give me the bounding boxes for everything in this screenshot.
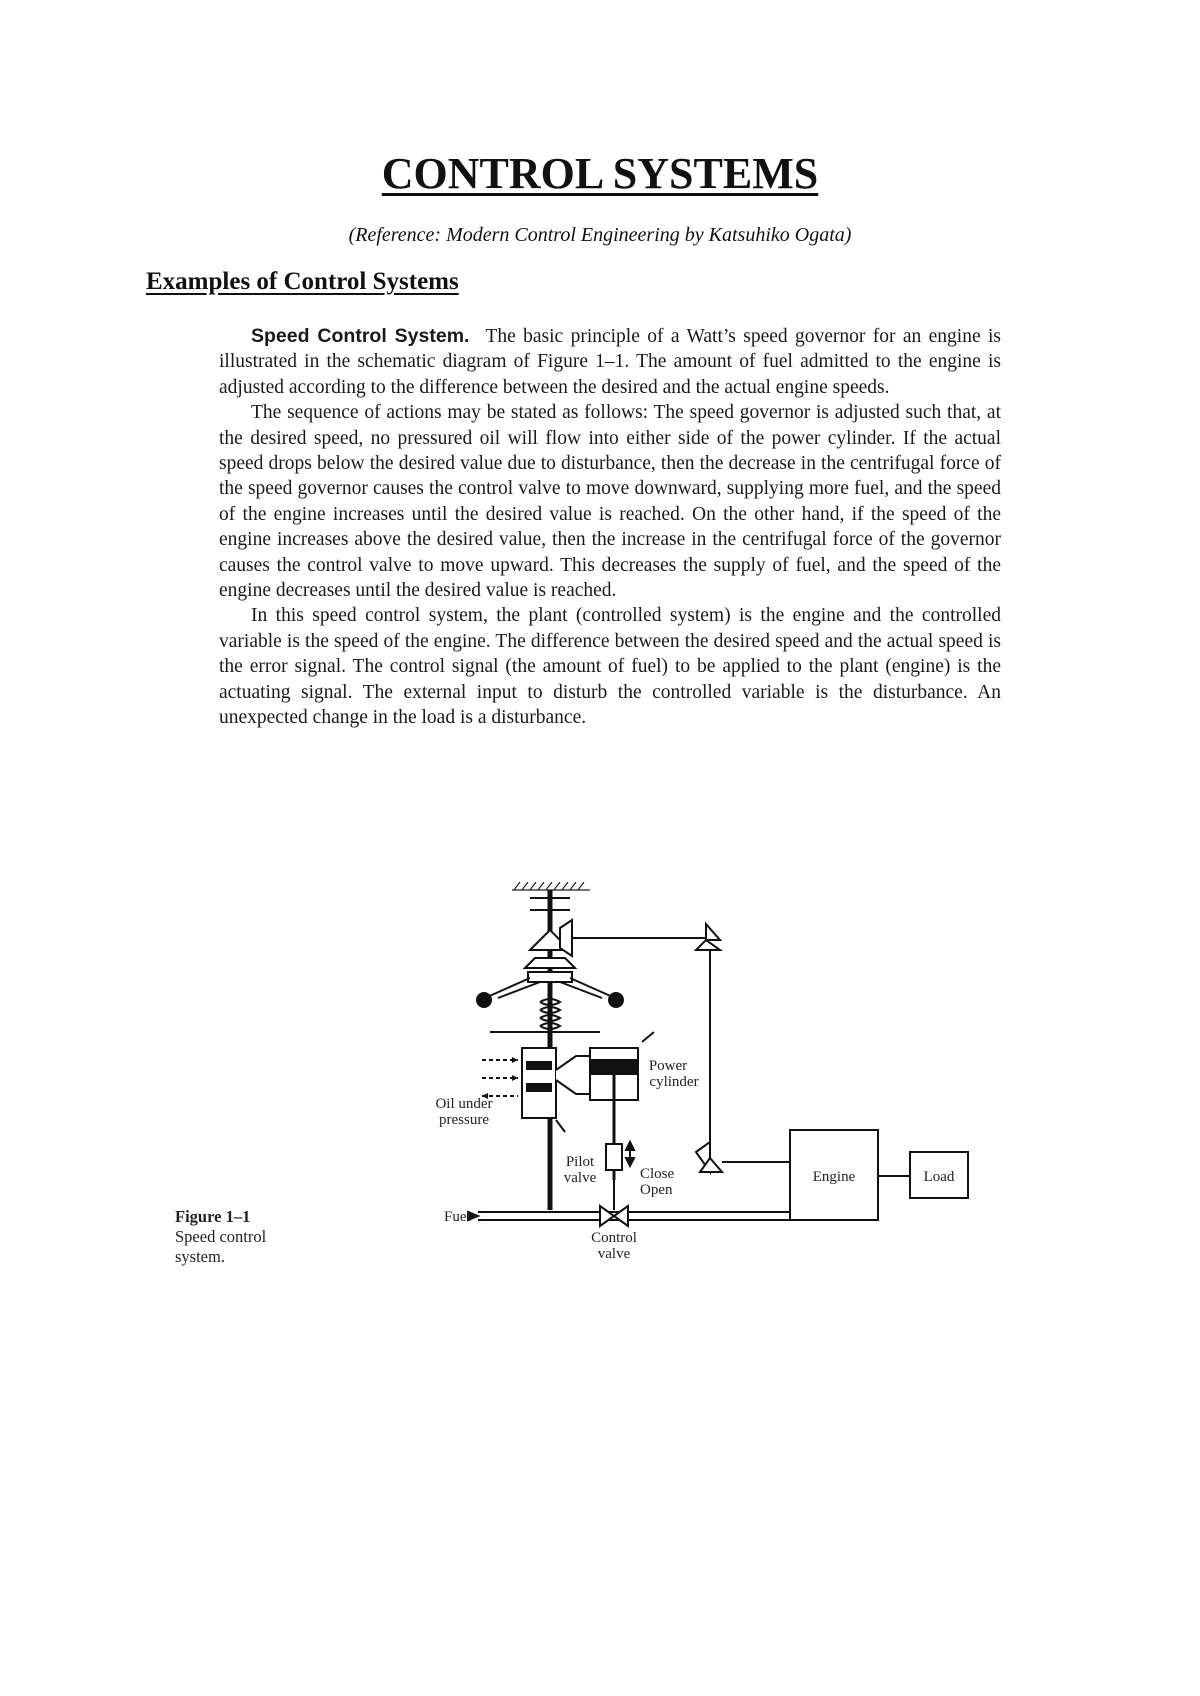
label-cylinder: cylinder [649, 1074, 699, 1090]
reference-line: (Reference: Modern Control Engineering by Katsuhiko Ogata) [348, 224, 852, 246]
label-engine: Engine [812, 1169, 856, 1185]
figure-caption-text: Speed control system. [175, 1227, 267, 1266]
ceiling-hatch-icon [512, 882, 590, 890]
page-title [0, 148, 1200, 199]
label-fuel: Fuel [444, 1209, 471, 1225]
label-oil: Oil under [435, 1096, 493, 1112]
label-control: Control [591, 1230, 637, 1246]
label-pressure: pressure [439, 1112, 489, 1128]
figure-caption [175, 1207, 295, 1267]
label-control-valve: valve [597, 1246, 631, 1262]
label-pilot-valve: valve [563, 1170, 597, 1186]
paragraph-1 [219, 324, 1001, 400]
body-text [219, 324, 1001, 731]
figure-number: Figure 1–1 [175, 1207, 251, 1226]
paragraph-lead: Speed Control System. [251, 325, 470, 347]
paragraph-1-text: The basic principle of a Watt’s speed governor for an engine is illustrated in the schematic diagram of Figure 1–1. The amount of fuel admitted to the engine is adjusted according to the difference between the desired and the actual engine speeds. [219, 326, 1001, 398]
bevel-gear-icon [560, 920, 790, 1172]
paragraph-3: In this speed control system, the plant (controlled system) is the engine and the controlled variable is the speed of the engine. The difference between the desired speed and the actual speed is the error signal. The control signal (the amount of fuel) to be applied to the plant (engine) is the actuating signal. The external input to disturb the controlled variable is the disturbance. An unexpected change in the load is a disturbance. [219, 605, 1001, 729]
control-valve-icon [468, 1142, 790, 1226]
page-title-text: CONTROL SYSTEMS [381, 149, 819, 198]
label-open: Open [640, 1182, 673, 1198]
pilot-valve-icon [482, 1048, 556, 1118]
section-heading: Examples of Control Systems [146, 268, 459, 295]
label-pilot: Pilot [565, 1154, 595, 1170]
paragraph-2: The sequence of actions may be stated as follows: The speed governor is adjusted such that, at the desired speed, no pressured oil will flow into either side of the power cylinder. If the actual speed drops below the desired value due to disturbance, then the decrease in the centrifugal force of the speed governor causes the control valve to move downward, supplying more fuel, and the speed of the engine increases until the desired value is reached. On the other hand, if the speed of the engine increases above the desired value, then the increase in the centrifugal force of the governor causes the control valve to move upward. This decreases the supply of fuel, and the speed of the engine decreases until the desired value is reached. [219, 402, 1001, 602]
label-power: Power [648, 1058, 688, 1074]
label-load: Load [923, 1169, 955, 1185]
speed-control-diagram [400, 880, 1000, 1280]
label-close: Close [640, 1166, 675, 1182]
